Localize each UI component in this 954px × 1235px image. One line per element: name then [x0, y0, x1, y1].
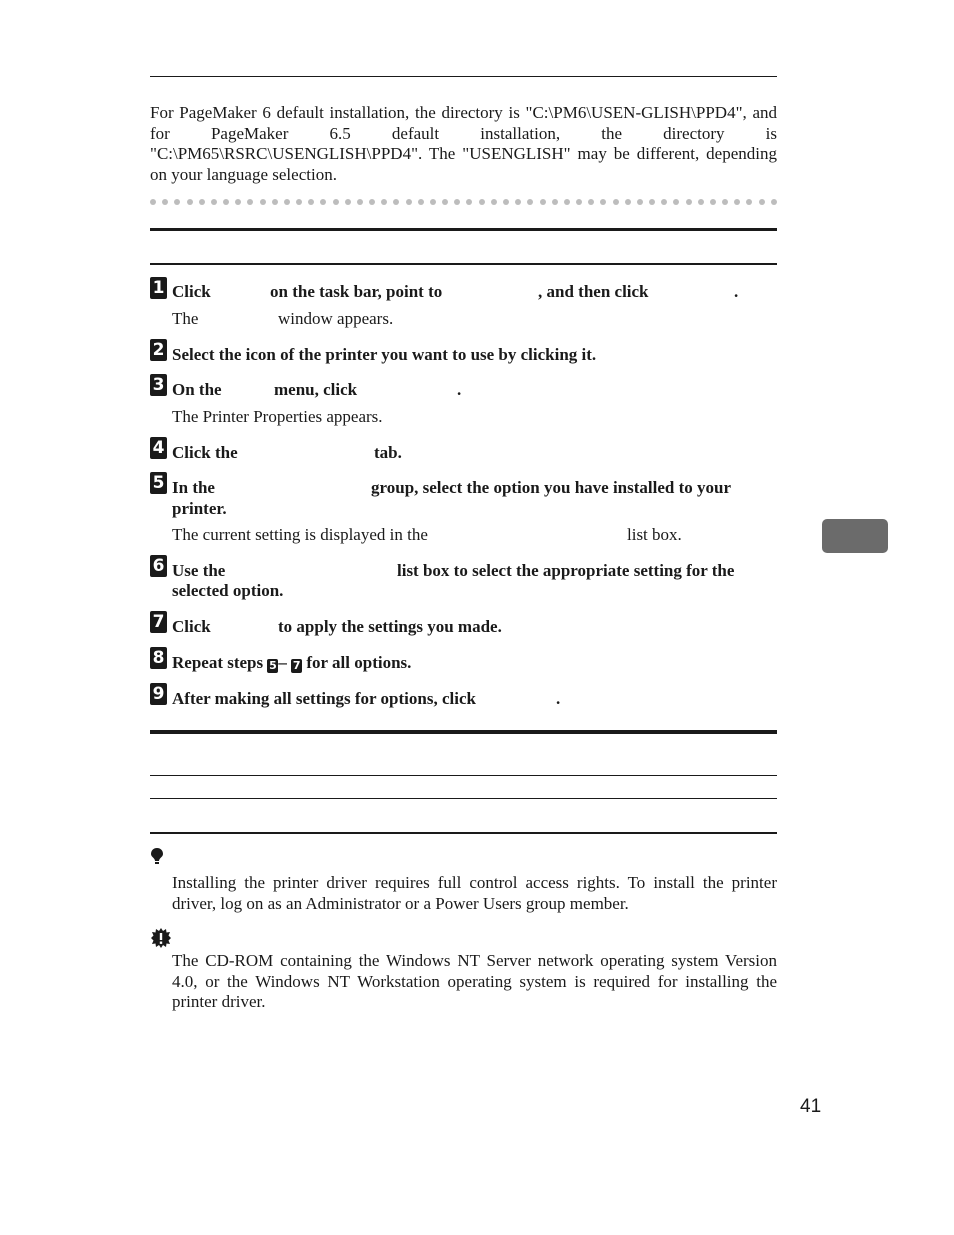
separator-dot	[625, 199, 631, 205]
separator-dot	[454, 199, 460, 205]
step-3-text-b: menu, click	[274, 380, 358, 399]
separator-dot	[710, 199, 716, 205]
step-9-text-b: .	[556, 689, 561, 708]
step-6-text-b: list box to select the appropriate setting for the	[397, 561, 735, 580]
step-number: 1	[150, 277, 167, 299]
important-icon	[150, 927, 172, 949]
separator-dot	[162, 199, 168, 205]
separator-dot	[759, 199, 765, 205]
intro-paragraph: For PageMaker 6 default installation, the directory is "C:\PM6\USEN-GLISH\PPD4", and for PageMaker 6.5 default installation, the directory is "C:\PM65\RSRC\USENGLISH\PPD4". The "USENGLISH" may be different, depending on your language selection.	[150, 103, 777, 184]
separator-dot	[576, 199, 582, 205]
separator-dot	[333, 199, 339, 205]
separator-dot	[466, 199, 472, 205]
separator-dot	[661, 199, 667, 205]
step-5-text-c: printer.	[172, 499, 227, 518]
separator-dot	[150, 199, 156, 205]
step-number: 5	[150, 472, 167, 494]
step-9-text-a: After making all settings for options, click	[172, 689, 476, 708]
step-1-result-a: The	[172, 309, 199, 328]
step-1-text-a: Click	[172, 282, 211, 301]
header-rule	[150, 76, 777, 77]
step-1-text-c: , and then click	[538, 282, 649, 301]
separator-dot	[515, 199, 521, 205]
separator-dot	[588, 199, 594, 205]
limitation-note: Installing the printer driver requires full control access rights. To install the printer driver, log on as an Administrator or a Power Users group member.	[172, 873, 777, 913]
limitation-icon	[150, 847, 164, 867]
separator-dot	[673, 199, 679, 205]
step-1-result-b: window appears.	[278, 309, 394, 328]
step-7-text-a: Click	[172, 617, 211, 636]
separator-dot	[527, 199, 533, 205]
step-number: 3	[150, 374, 167, 396]
step-number: 9	[150, 683, 167, 705]
step-1-text-d: .	[734, 282, 739, 301]
step-5-text-a: In the	[172, 478, 215, 497]
step-8-text-b: for all options.	[306, 653, 412, 672]
separator-dot	[223, 199, 229, 205]
section-rule-thick	[150, 730, 777, 734]
separator-dot	[345, 199, 351, 205]
step-8-text	[172, 653, 411, 674]
separator-dot	[686, 199, 692, 205]
step-3-result: The Printer Properties appears.	[172, 407, 383, 426]
separator-dot	[357, 199, 363, 205]
separator-dot	[296, 199, 302, 205]
step-5-result-b: list box.	[627, 525, 682, 544]
separator-dot	[211, 199, 217, 205]
separator-dot	[174, 199, 180, 205]
chapter-tab	[822, 519, 888, 553]
separator-dot	[430, 199, 436, 205]
separator-dot	[369, 199, 375, 205]
separator-dot	[393, 199, 399, 205]
step-number: 7	[150, 611, 167, 633]
separator-dot	[540, 199, 546, 205]
separator-dot	[272, 199, 278, 205]
separator-dot	[479, 199, 485, 205]
step-4-text-a: Click the	[172, 443, 238, 462]
page-number: 41	[800, 1096, 822, 1117]
separator-dot	[698, 199, 704, 205]
step-number: 8	[150, 647, 167, 669]
separator-dot	[284, 199, 290, 205]
step-number: 4	[150, 437, 167, 459]
step-5-result-a: The current setting is displayed in the	[172, 525, 428, 544]
section-rule-thin	[150, 798, 777, 799]
separator-dot	[320, 199, 326, 205]
dotted-separator	[150, 199, 777, 207]
step-6-text-a: Use the	[172, 561, 226, 580]
section-rule-thin	[150, 832, 777, 834]
separator-dot	[734, 199, 740, 205]
step-ref-7: 7	[292, 659, 301, 672]
separator-dot	[771, 199, 777, 205]
separator-dot	[637, 199, 643, 205]
separator-dot	[491, 199, 497, 205]
separator-dot	[722, 199, 728, 205]
separator-dot	[746, 199, 752, 205]
step-number: 6	[150, 555, 167, 577]
separator-dot	[187, 199, 193, 205]
separator-dot	[406, 199, 412, 205]
separator-dot	[381, 199, 387, 205]
separator-dot	[235, 199, 241, 205]
separator-dot	[199, 199, 205, 205]
section-rule-thick	[150, 228, 777, 231]
step-5-text-b: group, select the option you have installed to your	[371, 478, 732, 497]
section-rule-thin	[150, 775, 777, 776]
step-ref-5: 5	[269, 659, 277, 672]
separator-dot	[503, 199, 509, 205]
separator-dot	[649, 199, 655, 205]
step-2-text: Select the icon of the printer you want to use by clicking it.	[172, 345, 597, 364]
step-4-text-b: tab.	[374, 443, 402, 462]
step-8-text-a: Repeat steps	[172, 653, 264, 672]
step-7-text-b: to apply the settings you made.	[278, 617, 502, 636]
step-1-text-b: on the task bar, point to	[270, 282, 443, 301]
important-note: The CD-ROM containing the Windows NT Server network operating system Version 4.0, or the Windows NT Workstation operating system is required for installing the printer driver.	[172, 951, 777, 1011]
separator-dot	[552, 199, 558, 205]
separator-dot	[260, 199, 266, 205]
step-8-dash: –	[278, 653, 287, 672]
step-number: 2	[150, 339, 167, 361]
section-rule-thin	[150, 263, 777, 265]
separator-dot	[564, 199, 570, 205]
step-3-text-a: On the	[172, 380, 222, 399]
separator-dot	[308, 199, 314, 205]
step-6-text-c: selected option.	[172, 581, 284, 600]
separator-dot	[247, 199, 253, 205]
separator-dot	[418, 199, 424, 205]
step-3-text-c: .	[457, 380, 462, 399]
separator-dot	[613, 199, 619, 205]
separator-dot	[600, 199, 606, 205]
separator-dot	[442, 199, 448, 205]
